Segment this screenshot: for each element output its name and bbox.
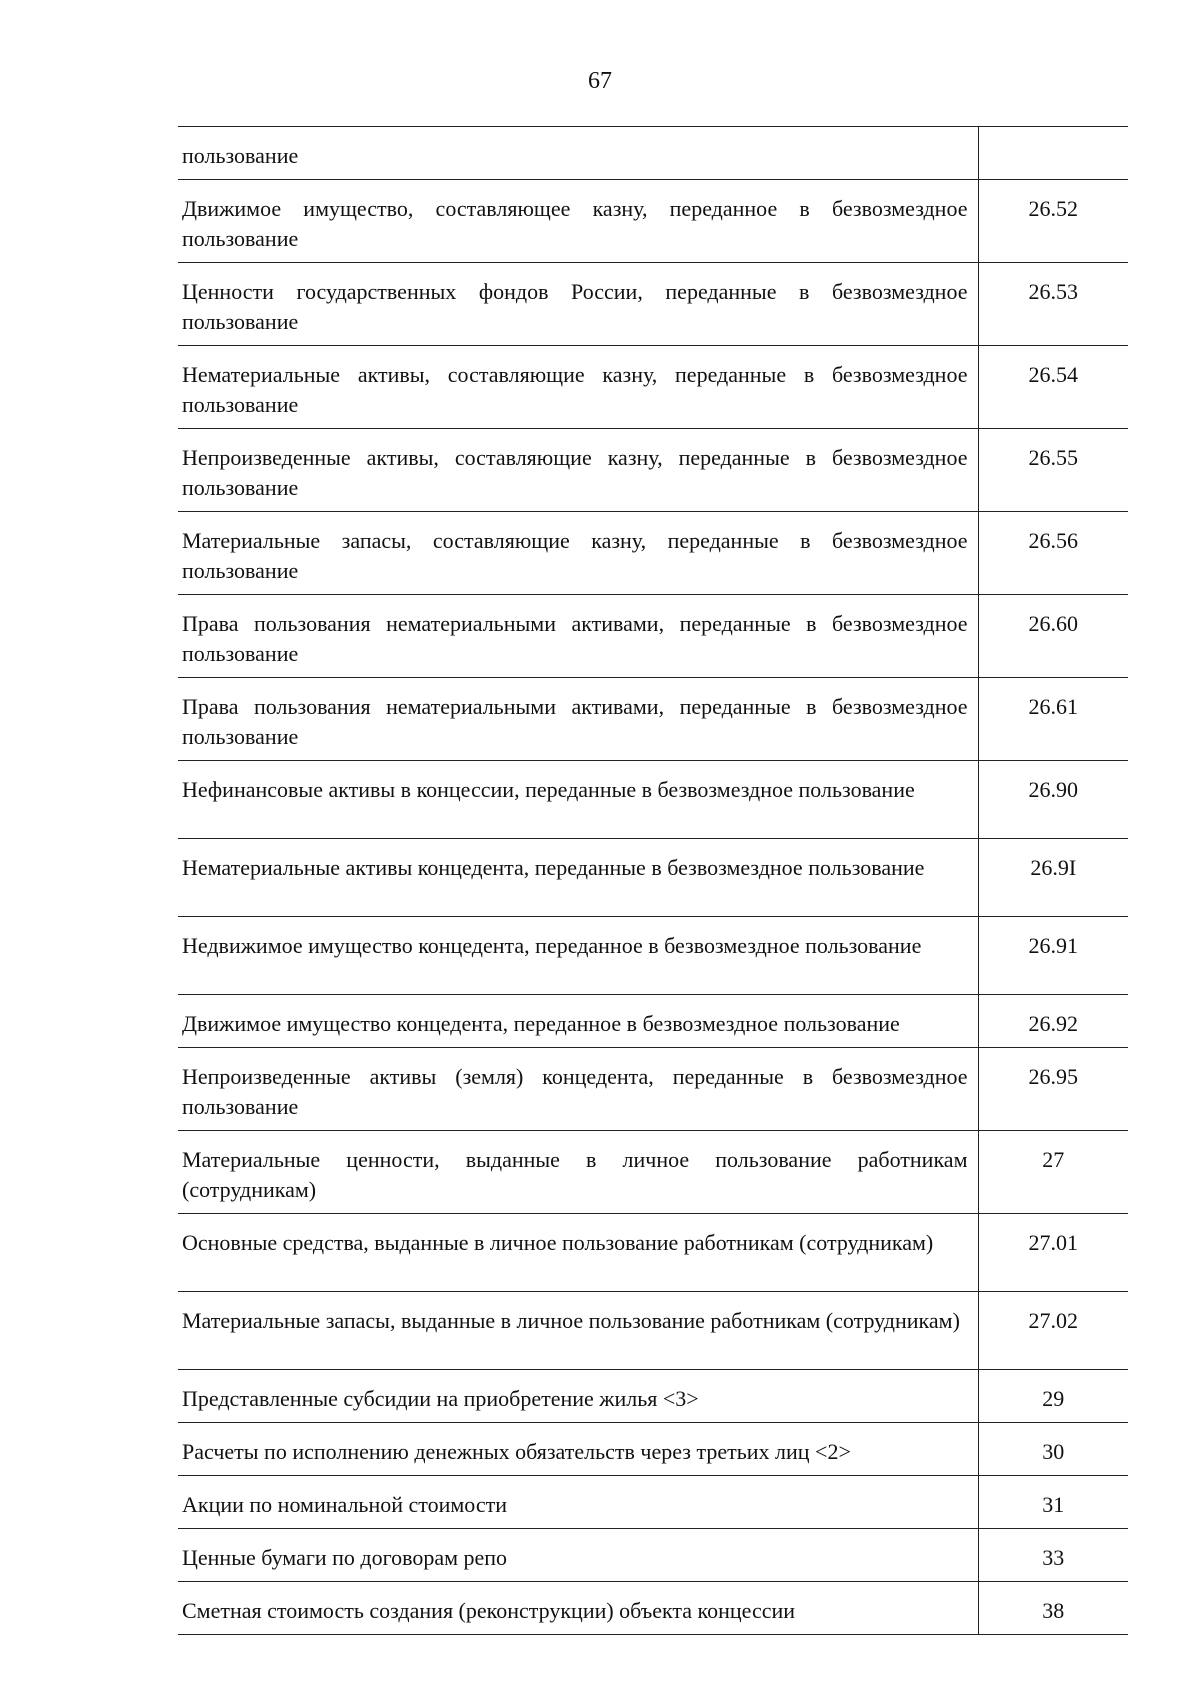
account-code: 26.9I bbox=[978, 839, 1128, 917]
account-name: Права пользования нематериальными активами, переданные в безвозмездное пользование bbox=[178, 595, 978, 678]
account-code bbox=[978, 127, 1128, 180]
account-name: Сметная стоимость создания (реконструкции) объекта концессии bbox=[178, 1582, 978, 1635]
table-row bbox=[178, 595, 1128, 678]
account-code: 26.60 bbox=[978, 595, 1128, 678]
account-name: пользование bbox=[178, 127, 978, 180]
table-row bbox=[178, 678, 1128, 761]
account-code: 26.95 bbox=[978, 1048, 1128, 1131]
account-name: Движимое имущество, составляющее казну, переданное в безвозмездное пользование bbox=[178, 180, 978, 263]
table-row bbox=[178, 180, 1128, 263]
account-name: Расчеты по исполнению денежных обязательств через третьих лиц <2> bbox=[178, 1423, 978, 1476]
page-number: 67 bbox=[588, 68, 612, 94]
table-row bbox=[178, 429, 1128, 512]
account-code: 27 bbox=[978, 1131, 1128, 1214]
table-row bbox=[178, 346, 1128, 429]
account-code: 26.52 bbox=[978, 180, 1128, 263]
account-name: Непроизведенные активы, составляющие казну, переданные в безвозмездное пользование bbox=[178, 429, 978, 512]
account-name: Недвижимое имущество концедента, переданное в безвозмездное пользование bbox=[178, 917, 978, 995]
account-code: 30 bbox=[978, 1423, 1128, 1476]
table-row bbox=[178, 1476, 1128, 1529]
account-name: Материальные запасы, выданные в личное пользование работникам (сотрудникам) bbox=[178, 1292, 978, 1370]
table-row bbox=[178, 1048, 1128, 1131]
account-code: 38 bbox=[978, 1582, 1128, 1635]
table-row bbox=[178, 127, 1128, 180]
account-code: 29 bbox=[978, 1370, 1128, 1423]
table-row bbox=[178, 512, 1128, 595]
account-name: Движимое имущество концедента, переданное в безвозмездное пользование bbox=[178, 995, 978, 1048]
account-name: Представленные субсидии на приобретение жилья <3> bbox=[178, 1370, 978, 1423]
account-name: Права пользования нематериальными активами, переданные в безвозмездное пользование bbox=[178, 678, 978, 761]
account-code: 26.92 bbox=[978, 995, 1128, 1048]
table-row bbox=[178, 995, 1128, 1048]
account-name: Ценности государственных фондов России, переданные в безвозмездное пользование bbox=[178, 263, 978, 346]
account-name: Материальные запасы, составляющие казну, переданные в безвозмездное пользование bbox=[178, 512, 978, 595]
table-row bbox=[178, 917, 1128, 995]
table-row bbox=[178, 1214, 1128, 1292]
account-code: 33 bbox=[978, 1529, 1128, 1582]
table-row bbox=[178, 1529, 1128, 1582]
account-code: 26.53 bbox=[978, 263, 1128, 346]
account-name: Непроизведенные активы (земля) концедента, переданные в безвозмездное пользование bbox=[178, 1048, 978, 1131]
table-row bbox=[178, 1582, 1128, 1635]
account-name: Акции по номинальной стоимости bbox=[178, 1476, 978, 1529]
account-code: 27.01 bbox=[978, 1214, 1128, 1292]
table-row bbox=[178, 1292, 1128, 1370]
account-code: 26.91 bbox=[978, 917, 1128, 995]
account-name: Ценные бумаги по договорам репо bbox=[178, 1529, 978, 1582]
accounts-table bbox=[178, 126, 1128, 1635]
account-name: Основные средства, выданные в личное пользование работникам (сотрудникам) bbox=[178, 1214, 978, 1292]
table-row bbox=[178, 839, 1128, 917]
account-code: 27.02 bbox=[978, 1292, 1128, 1370]
account-name: Нематериальные активы концедента, переданные в безвозмездное пользование bbox=[178, 839, 978, 917]
account-name: Нефинансовые активы в концессии, переданные в безвозмездное пользование bbox=[178, 761, 978, 839]
table-row bbox=[178, 1370, 1128, 1423]
table-row bbox=[178, 761, 1128, 839]
account-code: 31 bbox=[978, 1476, 1128, 1529]
account-name: Материальные ценности, выданные в личное пользование работникам (сотрудникам) bbox=[178, 1131, 978, 1214]
account-code: 26.61 bbox=[978, 678, 1128, 761]
account-code: 26.56 bbox=[978, 512, 1128, 595]
account-code: 26.90 bbox=[978, 761, 1128, 839]
account-code: 26.55 bbox=[978, 429, 1128, 512]
account-name: Нематериальные активы, составляющие казну, переданные в безвозмездное пользование bbox=[178, 346, 978, 429]
table-row bbox=[178, 1131, 1128, 1214]
table-row bbox=[178, 1423, 1128, 1476]
account-code: 26.54 bbox=[978, 346, 1128, 429]
table-row bbox=[178, 263, 1128, 346]
